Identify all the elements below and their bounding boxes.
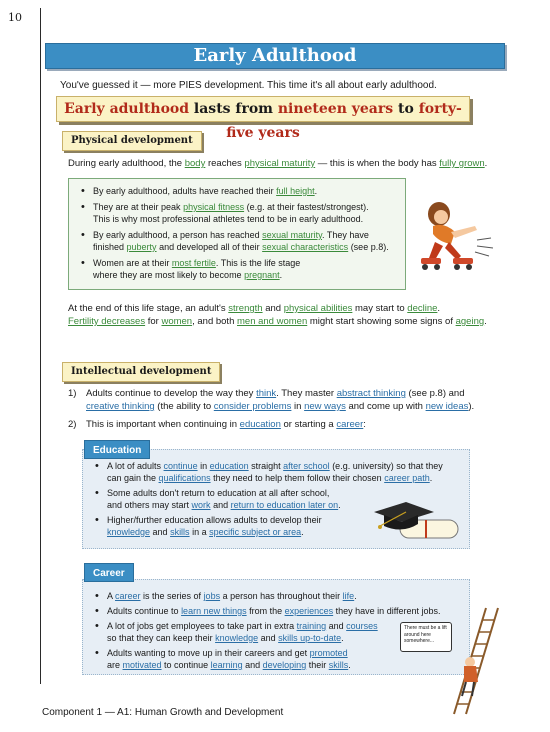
text: a person has throughout their <box>220 591 343 601</box>
text: . <box>301 527 304 537</box>
text: A lot of jobs get employees to take part in extra <box>107 621 297 631</box>
intellectual-list <box>68 387 488 436</box>
text: . They have <box>321 230 369 240</box>
physical-lead <box>68 157 487 170</box>
keyword-link[interactable]: life <box>342 591 355 601</box>
keyword-link[interactable]: Fertility decreases <box>68 316 146 327</box>
physical-bullets-box <box>68 178 406 290</box>
text: Adults continue to develop the way they <box>86 388 257 399</box>
keyword-link[interactable]: physical fitness <box>183 202 245 212</box>
keyword-link[interactable]: abstract thinking <box>336 388 406 399</box>
keyword-link[interactable]: men and women <box>237 316 308 327</box>
text: to continue <box>161 660 211 670</box>
speech-bubble: There must be a lift around here somewhere... <box>400 622 452 652</box>
physical-after <box>68 302 488 328</box>
keyword-link[interactable]: sexual characteristics <box>262 242 349 252</box>
keyword-link[interactable]: learn new things <box>181 606 247 616</box>
text: . <box>429 473 433 483</box>
keyword-link[interactable]: think <box>256 388 277 399</box>
text: in <box>291 401 305 412</box>
list-item <box>68 418 488 431</box>
keyword-link[interactable]: career <box>336 419 364 430</box>
keyword-link[interactable]: career path <box>384 473 430 483</box>
text: they have in different jobs. <box>333 606 441 616</box>
text: finished <box>93 242 127 252</box>
text: and come up with <box>345 401 426 412</box>
text: straight <box>248 461 284 471</box>
text: their <box>306 660 329 670</box>
text: — this is when the body has <box>315 158 440 169</box>
page-number: 10 <box>8 11 22 24</box>
list-item <box>77 257 397 281</box>
list-item <box>77 185 397 197</box>
text: By early adulthood, a person has reached <box>93 230 263 240</box>
text: where they are most likely to become <box>93 270 245 280</box>
text: . <box>354 591 357 601</box>
career-label: Career <box>84 563 134 582</box>
list-item <box>91 605 461 617</box>
keyword-link[interactable]: puberty <box>126 242 157 252</box>
intro-text: You've guessed it — more PIES development. This time it's all about early adulthood. <box>60 80 437 91</box>
keyword-link[interactable]: ageing <box>455 316 485 327</box>
keyword-link[interactable]: education <box>209 461 249 471</box>
text: A lot of adults <box>107 461 164 471</box>
keyword-link[interactable]: qualifications <box>158 473 211 483</box>
text: and <box>262 303 284 314</box>
keyword-link[interactable]: new ways <box>304 401 346 412</box>
text: Women are at their <box>93 258 172 268</box>
headline-part: lasts from <box>189 101 278 117</box>
keyword-link[interactable]: return to education later on <box>230 500 339 510</box>
text: and <box>242 660 263 670</box>
keyword-link[interactable]: sexual maturity <box>262 230 322 240</box>
keyword-link[interactable]: skills up-to-date <box>278 633 342 643</box>
item-number: 1) <box>68 388 77 399</box>
text: Some adults don't return to education at all after school, <box>107 488 330 498</box>
rollerskater-illustration <box>415 196 495 274</box>
text: can gain the <box>107 473 159 483</box>
text: (the ability to <box>154 401 214 412</box>
keyword-link[interactable]: fully grown <box>439 158 485 169</box>
text: so that they can keep their <box>107 633 216 643</box>
text: and <box>210 500 231 510</box>
keyword-link[interactable]: jobs <box>203 591 221 601</box>
keyword-link[interactable]: promoted <box>309 648 348 658</box>
text: . <box>314 186 318 196</box>
keyword-link[interactable]: creative thinking <box>86 401 155 412</box>
text: and developed all of their <box>156 242 263 252</box>
keyword-link[interactable]: decline <box>407 303 438 314</box>
headline-part: to <box>393 101 419 117</box>
text: or starting a <box>280 419 337 430</box>
text: . <box>338 500 341 510</box>
keyword-link[interactable]: education <box>239 419 281 430</box>
keyword-link[interactable]: developing <box>262 660 307 670</box>
text: . <box>484 316 487 327</box>
keyword-link[interactable]: new ideas <box>425 401 469 412</box>
keyword-link[interactable]: pregnant <box>244 270 280 280</box>
keyword-link[interactable]: specific subject or area <box>209 527 302 537</box>
keyword-link[interactable]: skills <box>170 527 190 537</box>
text: and <box>326 621 347 631</box>
text: This is why most professional athletes tend to be in early adulthood. <box>93 214 364 224</box>
text: for <box>145 316 162 327</box>
keyword-link[interactable]: work <box>191 500 211 510</box>
keyword-link[interactable]: most fertile <box>171 258 216 268</box>
text: (see p.8) and <box>405 388 465 399</box>
keyword-link[interactable]: body <box>184 158 206 169</box>
text: . <box>279 270 283 280</box>
text: They are at their peak <box>93 202 184 212</box>
keyword-link[interactable]: learning <box>210 660 243 670</box>
keyword-link[interactable]: after school <box>283 461 330 471</box>
text: (e.g. at their fastest/strongest). <box>244 202 369 212</box>
list-item <box>77 201 397 225</box>
text: is the series of <box>140 591 204 601</box>
text: are <box>107 660 123 670</box>
text: . This is the life stage <box>215 258 301 268</box>
keyword-link[interactable]: motivated <box>122 660 162 670</box>
text: Adults wanting to move up in their careers and get <box>107 648 310 658</box>
keyword-link[interactable]: training <box>296 621 327 631</box>
education-label: Education <box>84 440 150 459</box>
text: may start to <box>352 303 408 314</box>
text: (e.g. university) so that they <box>329 461 443 471</box>
text: they need to help them follow their chosen <box>210 473 385 483</box>
headline-part: nineteen years <box>277 101 394 117</box>
keyword-link[interactable]: physical abilities <box>283 303 353 314</box>
keyword-link[interactable]: courses <box>346 621 378 631</box>
page-footer: Component 1 — A1: Human Growth and Development <box>42 707 284 718</box>
text: At the end of this life stage, an adult's <box>68 303 229 314</box>
text: Higher/further education allows adults to develop their <box>107 515 322 525</box>
text: reaches <box>205 158 245 169</box>
text: and <box>258 633 279 643</box>
list-item <box>68 387 488 413</box>
list-item <box>91 460 461 484</box>
text: in <box>197 461 210 471</box>
text: , and both <box>192 316 237 327</box>
intellectual-section-label: Intellectual development <box>62 362 220 382</box>
keyword-link[interactable]: knowledge <box>215 633 259 643</box>
text: and others may start <box>107 500 192 510</box>
margin-line <box>40 8 41 684</box>
keyword-link[interactable]: consider problems <box>213 401 292 412</box>
page-title: Early Adulthood <box>45 43 505 69</box>
keyword-link[interactable]: strength <box>228 303 263 314</box>
keyword-link[interactable]: experiences <box>284 606 334 616</box>
text: By early adulthood, adults have reached their <box>93 186 277 196</box>
headline-part: forty-five years <box>226 101 462 141</box>
item-number: 2) <box>68 419 77 430</box>
text: : <box>363 419 366 430</box>
text: A <box>107 591 116 601</box>
keyword-link[interactable]: continue <box>163 461 198 471</box>
text: . <box>348 660 351 670</box>
text: (see p.8). <box>348 242 389 252</box>
list-item <box>91 590 461 602</box>
list-item <box>77 229 397 253</box>
text: and <box>150 527 171 537</box>
physical-section-label: Physical development <box>62 131 202 151</box>
text: from the <box>246 606 285 616</box>
text: might start showing some signs of <box>307 316 456 327</box>
keyword-link[interactable]: knowledge <box>107 527 151 537</box>
keyword-link[interactable]: physical maturity <box>244 158 316 169</box>
text: ). <box>468 401 475 412</box>
graduation-cap-illustration <box>372 498 464 546</box>
text: This is important when continuing in <box>86 419 240 430</box>
keyword-link[interactable]: career <box>115 591 141 601</box>
text: . <box>484 158 488 169</box>
text: in a <box>189 527 210 537</box>
text: . <box>341 633 344 643</box>
text: Adults continue to <box>107 606 182 616</box>
headline-part: Early adulthood <box>64 101 190 117</box>
keyword-link[interactable]: skills <box>328 660 349 670</box>
keyword-link[interactable]: women <box>161 316 193 327</box>
keyword-link[interactable]: full height <box>276 186 315 196</box>
text: . They master <box>276 388 337 399</box>
text: . <box>437 303 441 314</box>
text: During early adulthood, the <box>68 158 185 169</box>
